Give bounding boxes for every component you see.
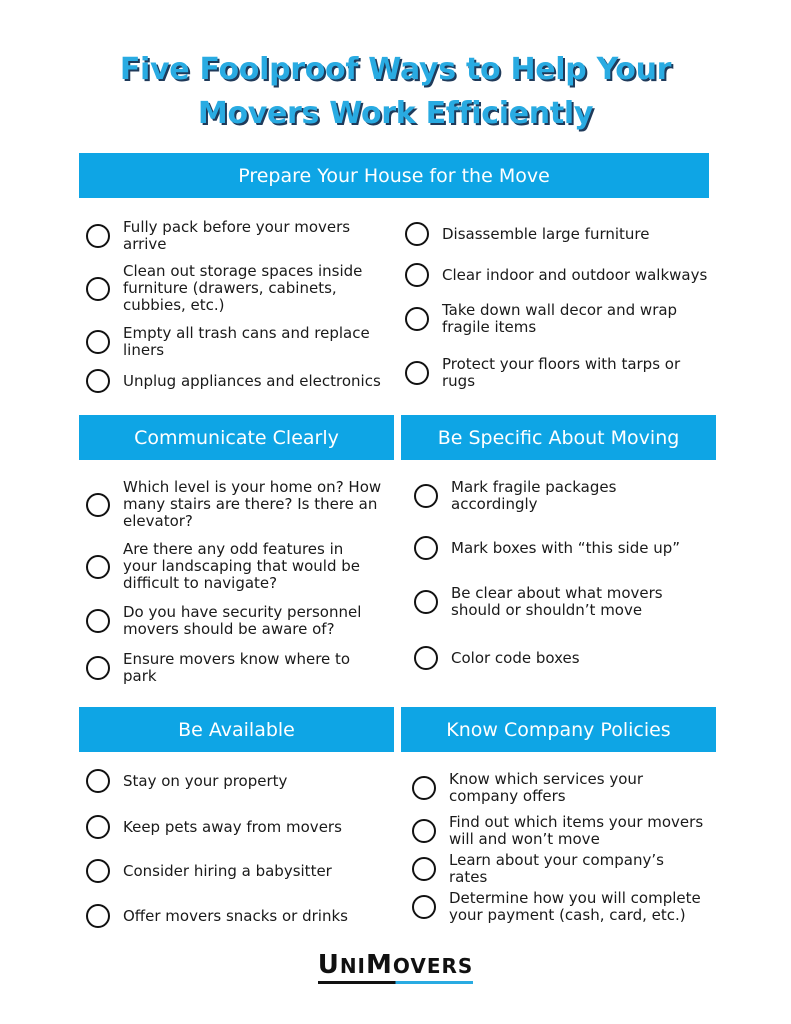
checkbox-circle-icon[interactable] [86, 330, 110, 354]
item-label: Find out which items your movers will and won’t move [449, 813, 704, 848]
section-heading-communicate: Communicate Clearly [79, 415, 394, 460]
item-label: Disassemble large furniture [442, 224, 650, 243]
checkbox-circle-icon[interactable] [86, 656, 110, 680]
checklist-item[interactable] [86, 541, 376, 592]
checklist-item[interactable] [86, 815, 386, 839]
item-label: Know which services your company offers [449, 770, 644, 805]
item-label: Clear indoor and outdoor walkways [442, 265, 708, 284]
checkbox-circle-icon[interactable] [86, 769, 110, 793]
item-label: Consider hiring a babysitter [123, 861, 332, 880]
checkbox-circle-icon[interactable] [86, 904, 110, 928]
item-label: Do you have security personnel movers should be aware of? [123, 603, 362, 638]
item-label: Clean out storage spaces inside furniture (drawers, cabinets, cubbies, etc.) [123, 262, 363, 314]
item-label: Unplug appliances and electronics [123, 371, 381, 390]
checkbox-circle-icon[interactable] [414, 484, 438, 508]
checklist-item[interactable] [86, 604, 381, 638]
item-label: Which level is your home on? How many stairs are there? Is there an elevator? [123, 478, 382, 530]
section-heading-policies: Know Company Policies [401, 707, 716, 752]
section-heading-prepare: Prepare Your House for the Move [79, 153, 709, 198]
checklist-item[interactable] [405, 302, 695, 336]
checklist-item[interactable] [86, 904, 391, 928]
logo-underline [318, 981, 474, 984]
checklist-item[interactable] [86, 325, 386, 359]
item-label: Empty all trash cans and replace liners [123, 324, 370, 359]
checklist-item[interactable] [414, 585, 704, 619]
checklist-item[interactable] [414, 479, 694, 513]
checklist-item[interactable] [405, 222, 705, 246]
checkbox-circle-icon[interactable] [405, 263, 429, 287]
checklist-item[interactable] [412, 890, 712, 924]
item-label: Mark fragile packages accordingly [451, 478, 617, 513]
checkbox-circle-icon[interactable] [412, 819, 436, 843]
checklist-item[interactable] [412, 814, 707, 848]
checklist-item[interactable] [412, 771, 697, 805]
item-label: Take down wall decor and wrap fragile items [442, 301, 678, 336]
checklist-item[interactable] [414, 536, 714, 560]
item-label: Protect your floors with tarps or rugs [442, 355, 681, 390]
item-label: Mark boxes with “this side up” [451, 538, 681, 557]
checkbox-circle-icon[interactable] [86, 277, 110, 301]
logo-letters-ni: NI [339, 954, 366, 978]
checkbox-circle-icon[interactable] [412, 895, 436, 919]
checkbox-circle-icon[interactable] [414, 590, 438, 614]
page-title-line2: Movers Work Efficiently [197, 96, 594, 131]
checkbox-circle-icon[interactable] [405, 361, 429, 385]
checkbox-circle-icon[interactable] [405, 307, 429, 331]
checkbox-circle-icon[interactable] [86, 224, 110, 248]
checkbox-circle-icon[interactable] [86, 369, 110, 393]
item-label: Determine how you will complete your payment (cash, card, etc.) [449, 889, 701, 924]
checklist-item[interactable] [86, 263, 386, 314]
checkbox-circle-icon[interactable] [414, 646, 438, 670]
checkbox-circle-icon[interactable] [412, 776, 436, 800]
section-heading-available: Be Available [79, 707, 394, 752]
checklist-item[interactable] [86, 479, 386, 530]
item-label: Offer movers snacks or drinks [123, 906, 348, 925]
checklist-item[interactable] [86, 219, 376, 253]
item-label: Fully pack before your movers arrive [123, 218, 351, 253]
item-label: Be clear about what movers should or shouldn’t move [451, 584, 663, 619]
item-label: Learn about your company’s rates [449, 851, 664, 886]
checklist-item[interactable] [86, 859, 386, 883]
logo-letter-m: M [366, 950, 393, 980]
checklist-item[interactable] [86, 369, 396, 393]
checklist-item[interactable] [405, 356, 695, 390]
checklist-item[interactable] [86, 651, 376, 685]
item-label: Stay on your property [123, 771, 288, 790]
checkbox-circle-icon[interactable] [414, 536, 438, 560]
unimovers-logo [0, 950, 791, 984]
checkbox-circle-icon[interactable] [86, 815, 110, 839]
checklist-item[interactable] [405, 263, 725, 287]
checkbox-circle-icon[interactable] [412, 857, 436, 881]
checkbox-circle-icon[interactable] [86, 859, 110, 883]
logo-letter-u: U [317, 950, 340, 980]
checkbox-circle-icon[interactable] [86, 493, 110, 517]
checklist-item[interactable] [414, 646, 694, 670]
section-heading-specific: Be Specific About Moving [401, 415, 716, 460]
logo-letters-overs: OVERS [392, 954, 474, 978]
item-label: Are there any odd features in your landscaping that would be difficult to navigate? [123, 540, 361, 592]
checkbox-circle-icon[interactable] [86, 555, 110, 579]
item-label: Color code boxes [451, 648, 580, 667]
checkbox-circle-icon[interactable] [86, 609, 110, 633]
item-label: Keep pets away from movers [123, 817, 342, 836]
page-title-line1: Five Foolproof Ways to Help Your [119, 52, 672, 87]
checklist-item[interactable] [86, 769, 376, 793]
item-label: Ensure movers know where to park [123, 650, 351, 685]
checkbox-circle-icon[interactable] [405, 222, 429, 246]
checklist-item[interactable] [412, 852, 697, 886]
